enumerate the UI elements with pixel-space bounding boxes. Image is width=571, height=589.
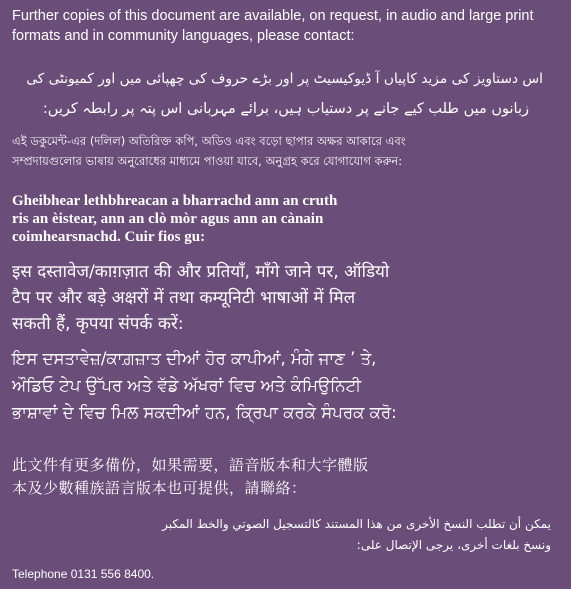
punjabi-notice-line-1: ਇਸ ਦਸਤਾਵੇਜ਼/ਕਾਗ਼ਜ਼ਾਤ ਦੀਆਂ ਹੋਰ ਕਾਪੀਆਂ, ਮੰਗੇ ਜਾਣ ’ ਤੇ,: [12, 349, 377, 368]
punjabi-notice-line-2: ਔਡਿਓ ਟੇਪ ਉੱਪਰ ਅਤੇ ਵੱਡੇ ਅੱਖਰਾਂ ਵਿਚ ਅਤੇ ਕੰਮਿਉਨਿਟੀ: [12, 376, 362, 395]
urdu-notice-line-1: اس دستاویز کی مزید کاپیاں آ ڈیوکیسیٹ پر اور بڑے حروف کی چھپائی میں اور کمیونٹی کی: [26, 71, 543, 87]
arabic-notice-line-2: ونسخ بلغات أخرى، يرجى الإتصال على:: [356, 538, 551, 552]
arabic-notice-line-1: يمكن أن تطلب النسخ الأخرى من هذا المستند كالتسجيل الصوتي والخط المكبر: [162, 517, 551, 531]
telephone-number: Telephone 0131 556 8400.: [12, 567, 155, 581]
gaelic-notice: [12, 192, 561, 246]
hindi-notice-line-1: इस दस्तावेज/काग़ज़ात की और प्रतियाँ, माँगे जाने पर, ऑडियो: [12, 262, 390, 282]
chinese-notice-line-2: 本及少數種族語言版本也可提供，請聯絡：: [12, 479, 307, 497]
chinese-notice: [12, 454, 561, 500]
gaelic-notice-line-1: Gheibhear lethbhreacan a bharrachd ann an cruth: [12, 193, 338, 209]
english-notice-line-1: Further copies of this document are available, on request, in audio and large print: [12, 8, 534, 24]
english-notice: [12, 6, 561, 46]
urdu-notice: [22, 64, 543, 124]
hindi-notice: [12, 259, 561, 337]
hindi-notice-line-3: सकती हैं, कृपया संपर्क करें:: [12, 314, 184, 334]
english-notice-line-2: formats and in community languages, please contact:: [12, 28, 355, 44]
gaelic-notice-line-2: ris an èistear, ann an clò mòr agus ann an cànain: [12, 211, 324, 227]
hindi-notice-line-2: टैप पर और बड़े अक्षरों में तथा कम्यूनिटी भाषाओं में मिल: [12, 288, 356, 308]
urdu-notice-line-2: زبانوں میں طلب کیے جانے پر دستیاب ہیں، برائے مہربانی اس پتہ پر رابطہ کریں:: [42, 101, 529, 117]
bengali-notice: [12, 131, 561, 171]
punjabi-notice: [12, 345, 561, 426]
gaelic-notice-line-3: coimhearsnachd. Cuir fios gu:: [12, 229, 206, 245]
arabic-notice: [40, 514, 551, 556]
chinese-notice-line-1: 此文件有更多備份，如果需要，語音版本和大字體版: [12, 456, 369, 474]
punjabi-notice-line-3: ਭਾਸ਼ਾਵਾਂ ਦੇ ਵਿਚ ਮਿਲ ਸਕਦੀਆਂ ਹਨ, ਕ੍ਰਿਪਾ ਕਰਕੇ ਸੰਪਰਕ ਕਰੋ:: [12, 403, 397, 422]
bengali-notice-line-2: সম্প্রদায়গুলোর ভাষায় অনুরোধের মাধ্যমে পাওয়া যাবে, অনুগ্রহ করে যোগাযোগ করুন:: [12, 154, 403, 168]
bengali-notice-line-1: এই ডকুমেন্ট-এর (দলিল) অতিরিক্ত কপি, অডিও এবং বড়ো ছাপার অক্ষর আকারে এবং: [12, 134, 406, 148]
telephone-contact: [12, 566, 561, 582]
